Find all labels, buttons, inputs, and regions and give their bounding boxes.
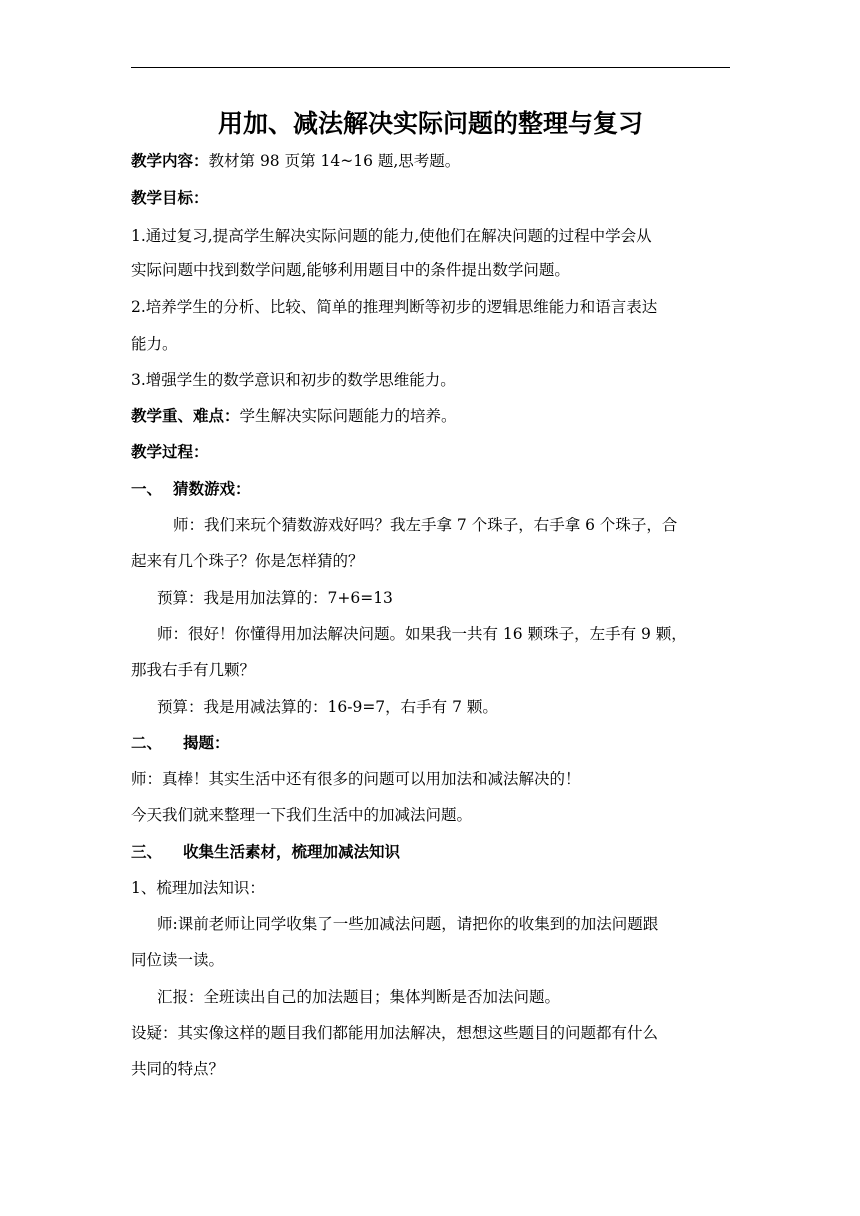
section-1-title: 猜数游戏：	[173, 480, 251, 498]
goal-2-line-1: 2.培养学生的分析、比较、简单的推理判断等初步的逻辑思维能力和语言表达	[131, 298, 658, 316]
section-3-para-3-line-1: 设疑：其实像这样的题目我们都能用加法解决，想想这些题目的问题都有什么	[131, 1024, 659, 1042]
document-title: 用加、减法解决实际问题的整理与复习	[217, 109, 643, 138]
section-3-para-2: 汇报：全班读出自己的加法题目；集体判断是否加法问题。	[157, 988, 561, 1006]
section-1-para-1-line-2: 起来有几个珠子？你是怎样猜的？	[131, 552, 364, 570]
section-2-number: 二、	[131, 734, 163, 752]
content-text: 教材第 98 页第 14~16 题,思考题。	[208, 152, 461, 170]
goal-1-line-2: 实际问题中找到数学问题,能够利用题目中的条件提出数学问题。	[131, 261, 570, 279]
process-label: 教学过程：	[131, 443, 209, 461]
goal-3: 3.增强学生的数学意识和初步的数学思维能力。	[131, 371, 456, 389]
section-3-para-3-line-2: 共同的特点？	[131, 1060, 225, 1078]
keypoints-line	[131, 405, 731, 427]
section-3-para-1-line-2: 同位读一读。	[131, 951, 225, 969]
section-3-sub-1: 1、梳理加法知识：	[131, 879, 265, 897]
section-2-title: 揭题：	[183, 734, 230, 752]
goal-1-line-1: 1.通过复习,提高学生解决实际问题的能力,使他们在解决问题的过程中学会从	[131, 227, 652, 245]
goal-2-line-2: 能力。	[131, 335, 178, 353]
keypoints-label: 教学重、难点：	[131, 407, 240, 425]
section-1-para-3-line-2: 那我右手有几颗？	[131, 661, 256, 679]
section-1-heading	[131, 478, 731, 500]
section-1-para-2: 预算：我是用加法算的：7+6=13	[157, 589, 393, 607]
section-3-para-1-line-1: 师:课前老师让同学收集了一些加减法问题，请把你的收集到的加法问题跟	[157, 915, 659, 933]
section-1-para-4: 预算：我是用减法算的：16-9=7，右手有 7 颗。	[157, 698, 498, 716]
section-3-title: 收集生活素材，梳理加减法知识	[183, 843, 401, 861]
section-2-heading	[131, 732, 731, 754]
section-2-para-2: 今天我们就来整理一下我们生活中的加减法问题。	[131, 806, 473, 824]
section-3-number: 三、	[131, 843, 163, 861]
section-1-para-1-line-1: 师：我们来玩个猜数游戏好吗？我左手拿 7 个珠子，右手拿 6 个珠子，合	[173, 516, 678, 534]
section-2-para-1: 师：真棒！其实生活中还有很多的问题可以用加法和减法解决的！	[131, 770, 581, 788]
goals-label: 教学目标：	[131, 189, 209, 207]
keypoints-text: 学生解决实际问题能力的培养。	[239, 407, 457, 425]
section-3-heading	[131, 841, 731, 863]
section-1-number: 一、	[131, 480, 163, 498]
content-label: 教学内容：	[131, 152, 209, 170]
header-rule	[131, 67, 730, 68]
section-1-para-3-line-1: 师：很好！你懂得用加法解决问题。如果我一共有 16 颗珠子，左手有 9 颗，	[157, 625, 687, 643]
content-line	[131, 150, 731, 172]
